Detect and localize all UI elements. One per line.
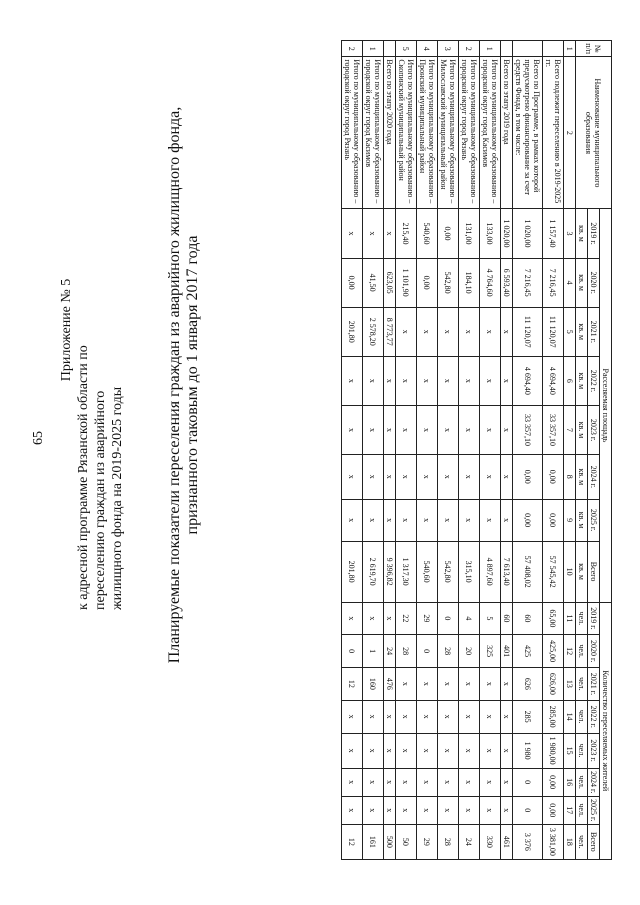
row-number — [384, 41, 396, 57]
column-number: 14 — [564, 700, 576, 733]
table-cell: 7 613,40 — [501, 541, 513, 602]
table-cell: 8 773,77 — [384, 307, 396, 356]
table-cell: х — [417, 307, 438, 356]
row-name: Итого по муниципальному образованию – городской округ город Рязань — [459, 57, 480, 209]
table-cell: х — [417, 668, 438, 701]
table-cell: х — [363, 499, 384, 541]
table-cell: х — [342, 768, 363, 796]
table-cell: х — [438, 405, 459, 454]
table-cell: х — [459, 405, 480, 454]
table-cell: х — [459, 668, 480, 701]
year-header-people: 2021 г. — [588, 668, 600, 701]
appendix-header — [58, 50, 126, 610]
row-name: Итого по муниципальному образованию – городской округ город Касимов — [363, 57, 384, 209]
table-cell: 3 381,00 — [543, 824, 564, 859]
table-cell: х — [384, 499, 396, 541]
table-cell: 500 — [384, 824, 396, 859]
table-cell: х — [501, 356, 513, 405]
table-cell: х — [396, 768, 417, 796]
table-cell: х — [342, 796, 363, 824]
table-cell: х — [417, 796, 438, 824]
table-cell: 285,00 — [543, 700, 564, 733]
table-cell: 0,00 — [543, 499, 564, 541]
unit-header-area: кв. м — [576, 499, 588, 541]
column-number: 13 — [564, 668, 576, 701]
unit-header-area: кв. м — [576, 541, 588, 602]
table-cell: 626,00 — [543, 668, 564, 701]
table-cell: 11 120,07 — [513, 307, 543, 356]
year-header-people: 2019 г. — [588, 602, 600, 635]
year-header-area: 2023 г. — [588, 405, 600, 454]
table-cell: 9 396,82 — [384, 541, 396, 602]
row-number: 4 — [417, 41, 438, 57]
row-name: Всего по Программе, в рамках которой предусмотрено финансирование за счет средств Фонда, в том числе: — [513, 57, 543, 209]
table-cell: х — [396, 356, 417, 405]
table-cell: х — [384, 768, 396, 796]
table-cell: 1 020,00 — [501, 209, 513, 258]
table-cell: 1 — [363, 635, 384, 668]
table-cell: х — [501, 796, 513, 824]
table-cell: х — [438, 499, 459, 541]
table-cell: х — [396, 307, 417, 356]
year-header-area: 2022 г. — [588, 356, 600, 405]
table-cell: х — [384, 602, 396, 635]
table-cell: х — [480, 405, 501, 454]
unit-header-people: чел. — [576, 602, 588, 635]
column-number: 12 — [564, 635, 576, 668]
table-cell: 0,00 — [342, 258, 363, 307]
table-cell: 4 694,40 — [513, 356, 543, 405]
table-cell: х — [459, 700, 480, 733]
unit-header-area: кв. м — [576, 455, 588, 499]
column-number: 17 — [564, 796, 576, 824]
table-cell: х — [438, 700, 459, 733]
unit-header-area: кв. м — [576, 209, 588, 258]
row-number: 3 — [438, 41, 459, 57]
table-cell: х — [384, 405, 396, 454]
table-cell: х — [480, 356, 501, 405]
table-cell: 201,80 — [342, 541, 363, 602]
table-cell: х — [459, 733, 480, 768]
table-cell: х — [501, 700, 513, 733]
year-header-area: 2021 г. — [588, 307, 600, 356]
table-cell: х — [396, 405, 417, 454]
table-cell: 315,10 — [459, 541, 480, 602]
table-cell: х — [363, 602, 384, 635]
total-header-area: Всего — [588, 541, 600, 602]
table-cell: х — [363, 209, 384, 258]
table-cell: х — [480, 700, 501, 733]
table-cell: х — [342, 209, 363, 258]
column-number: 3 — [564, 209, 576, 258]
year-header-people: 2023 г. — [588, 733, 600, 768]
table-row — [480, 41, 501, 860]
table-cell: 0,00 — [543, 455, 564, 499]
table-row — [459, 41, 480, 860]
table-cell: х — [480, 307, 501, 356]
table-cell: 11 120,07 — [543, 307, 564, 356]
table-cell: 7 216,45 — [543, 258, 564, 307]
table-cell: 65,00 — [543, 602, 564, 635]
column-number: 16 — [564, 768, 576, 796]
row-name: Всего по этапу 2019 года — [501, 57, 513, 209]
column-number: 4 — [564, 258, 576, 307]
table-cell: 4 694,40 — [543, 356, 564, 405]
table-cell: 160 — [363, 668, 384, 701]
table-cell: х — [417, 499, 438, 541]
table-cell: х — [342, 455, 363, 499]
table-cell: х — [417, 356, 438, 405]
unit-header-people: чел. — [576, 635, 588, 668]
table-cell: 60 — [513, 602, 543, 635]
table-row — [396, 41, 417, 860]
table-cell: 12 — [342, 824, 363, 859]
table-cell: 133,00 — [480, 209, 501, 258]
table-cell: 184,10 — [459, 258, 480, 307]
year-header-area: 2025 г. — [588, 499, 600, 541]
table-cell: 161 — [363, 824, 384, 859]
resettlement-table — [341, 40, 612, 860]
table-cell: 0 — [342, 635, 363, 668]
table-cell: 4 764,60 — [480, 258, 501, 307]
table-cell: х — [342, 733, 363, 768]
rotated-table-wrapper — [212, 40, 612, 870]
table-cell: х — [363, 700, 384, 733]
table-cell: х — [480, 768, 501, 796]
table-cell: х — [438, 668, 459, 701]
appendix-line-4: жилищного фонда на 2019-2025 годы — [110, 386, 125, 610]
appendix-line-1: Приложение № 5 — [59, 278, 74, 382]
title-line-2: признанного таковым до 1 января 2017 года — [184, 235, 201, 535]
unit-header-area: кв. м — [576, 258, 588, 307]
table-row — [513, 41, 543, 860]
column-number: 1 — [564, 41, 576, 57]
table-cell: 50 — [396, 824, 417, 859]
unit-header-people: чел. — [576, 824, 588, 859]
unit-header-people: чел. — [576, 768, 588, 796]
row-number — [543, 41, 564, 57]
year-header-people: 2024 г. — [588, 768, 600, 796]
table-cell: 6 593,40 — [501, 258, 513, 307]
table-cell: 29 — [417, 824, 438, 859]
unit-header-area: кв. м — [576, 307, 588, 356]
column-number: 2 — [564, 57, 576, 209]
table-cell: 540,60 — [417, 209, 438, 258]
table-cell: 1 317,30 — [396, 541, 417, 602]
row-number: 1 — [480, 41, 501, 57]
table-cell: х — [396, 455, 417, 499]
table-cell: 542,80 — [438, 541, 459, 602]
column-number: 8 — [564, 455, 576, 499]
table-cell: 0 — [513, 796, 543, 824]
table-cell: 461 — [501, 824, 513, 859]
table-cell: 1 101,90 — [396, 258, 417, 307]
total-header-people: Всего — [588, 824, 600, 859]
table-cell: х — [396, 499, 417, 541]
table-cell: 0,00 — [543, 768, 564, 796]
table-cell: х — [417, 733, 438, 768]
table-cell: 2 619,70 — [363, 541, 384, 602]
table-cell: 425,00 — [543, 635, 564, 668]
table-cell: х — [438, 307, 459, 356]
table-cell: 28 — [396, 635, 417, 668]
unit-header-area: кв. м — [576, 405, 588, 454]
row-name: Итого по муниципальному образованию – городской округ город Касимов — [480, 57, 501, 209]
table-cell: 201,80 — [342, 307, 363, 356]
table-cell: х — [384, 356, 396, 405]
table-cell: 1 020,00 — [513, 209, 543, 258]
table-cell: 1 980,00 — [543, 733, 564, 768]
row-number — [513, 41, 543, 57]
table-row — [342, 41, 363, 860]
table-cell: х — [363, 455, 384, 499]
row-name: Итого по муниципальному образованию – городской округ город Рязань — [342, 57, 363, 209]
table-cell: х — [363, 796, 384, 824]
appendix-line-3: переселению граждан из аварийного — [93, 390, 108, 610]
column-number: 18 — [564, 824, 576, 859]
table-cell: х — [342, 700, 363, 733]
row-name: Итого по муниципальному образованию – Скопинский муниципальный район — [396, 57, 417, 209]
group-header-people: Количество переселяемых жителей — [600, 602, 612, 859]
table-cell: х — [417, 405, 438, 454]
table-cell: 626 — [513, 668, 543, 701]
table-row — [438, 41, 459, 860]
table-cell: х — [384, 700, 396, 733]
unit-header-area: кв. м — [576, 356, 588, 405]
table-cell: х — [459, 307, 480, 356]
table-cell: 24 — [384, 635, 396, 668]
table-cell: х — [342, 602, 363, 635]
table-cell: 325 — [480, 635, 501, 668]
table-cell: 24 — [459, 824, 480, 859]
table-cell: х — [501, 405, 513, 454]
column-number: 7 — [564, 405, 576, 454]
table-cell: х — [417, 768, 438, 796]
table-row — [363, 41, 384, 860]
table-cell: 4 — [459, 602, 480, 635]
table-cell: х — [342, 499, 363, 541]
table-cell: х — [384, 209, 396, 258]
table-cell: х — [459, 796, 480, 824]
row-name: Итого по муниципальному образованию – Пронский муниципальный район — [417, 57, 438, 209]
table-cell: х — [396, 668, 417, 701]
unit-header-people: чел. — [576, 668, 588, 701]
table-cell: х — [438, 733, 459, 768]
table-row — [543, 41, 564, 860]
unit-header-people: чел. — [576, 700, 588, 733]
table-cell: х — [459, 768, 480, 796]
table-cell: х — [501, 499, 513, 541]
table-cell: х — [438, 768, 459, 796]
table-cell: 20 — [459, 635, 480, 668]
table-cell: 0 — [438, 602, 459, 635]
table-cell: 7 216,45 — [513, 258, 543, 307]
table-cell: х — [363, 356, 384, 405]
table-row — [417, 41, 438, 860]
table-cell: х — [459, 356, 480, 405]
table-cell: 0,00 — [417, 258, 438, 307]
table-cell: х — [459, 455, 480, 499]
column-number: 9 — [564, 499, 576, 541]
year-header-people: 2022 г. — [588, 700, 600, 733]
row-number: 5 — [396, 41, 417, 57]
appendix-line-2: к адресной программе Рязанской области по — [76, 345, 91, 610]
table-cell: х — [480, 733, 501, 768]
table-cell: х — [480, 499, 501, 541]
table-cell: х — [396, 700, 417, 733]
table-cell: х — [342, 356, 363, 405]
table-cell: х — [342, 405, 363, 454]
table-cell: 4 897,60 — [480, 541, 501, 602]
document-title — [166, 35, 202, 735]
table-cell: 1 157,40 — [543, 209, 564, 258]
column-number: 6 — [564, 356, 576, 405]
table-cell: х — [363, 733, 384, 768]
col-header-no: № п/п — [576, 41, 612, 57]
table-cell: 542,80 — [438, 258, 459, 307]
row-number: 2 — [342, 41, 363, 57]
page-number: 65 — [31, 431, 46, 445]
table-cell: 12 — [342, 668, 363, 701]
column-number: 5 — [564, 307, 576, 356]
year-header-area: 2024 г. — [588, 455, 600, 499]
table-cell: х — [417, 700, 438, 733]
table-cell: 57 408,02 — [513, 541, 543, 602]
table-cell: 60 — [501, 602, 513, 635]
row-number: 2 — [459, 41, 480, 57]
col-header-name: Наименование муниципального образования — [576, 57, 612, 209]
table-cell: 0,00 — [513, 499, 543, 541]
table-cell: х — [501, 307, 513, 356]
table-cell: х — [384, 455, 396, 499]
table-cell: х — [363, 405, 384, 454]
table-cell: 401 — [501, 635, 513, 668]
year-header-area: 2019 г. — [588, 209, 600, 258]
table-cell: 285 — [513, 700, 543, 733]
table-cell: х — [501, 455, 513, 499]
table-row — [384, 41, 396, 860]
unit-header-people: чел. — [576, 796, 588, 824]
table-cell: х — [438, 356, 459, 405]
column-number: 15 — [564, 733, 576, 768]
table-row — [501, 41, 513, 860]
year-header-people: 2025 г. — [588, 796, 600, 824]
table-cell: 29 — [417, 602, 438, 635]
column-number-row — [564, 41, 576, 860]
table-cell: 22 — [396, 602, 417, 635]
table-cell: х — [480, 796, 501, 824]
table-cell: 57 545,42 — [543, 541, 564, 602]
row-name: Всего по этапу 2020 года — [384, 57, 396, 209]
table-cell: 28 — [438, 635, 459, 668]
row-number — [501, 41, 513, 57]
table-cell: 3 376 — [513, 824, 543, 859]
column-number: 11 — [564, 602, 576, 635]
row-name: Всего подлежит переселению в 2019-2025 гг. — [543, 57, 564, 209]
table-cell: 2 578,20 — [363, 307, 384, 356]
table-cell: 0 — [417, 635, 438, 668]
row-name: Итого по муниципальному образованию – Милославский муниципальный район — [438, 57, 459, 209]
table-cell: 131,00 — [459, 209, 480, 258]
table-cell: 33 357,10 — [543, 405, 564, 454]
unit-header-people: чел. — [576, 733, 588, 768]
table-cell: х — [384, 733, 396, 768]
table-cell: 215,40 — [396, 209, 417, 258]
table-cell: х — [480, 668, 501, 701]
table-cell: 41,50 — [363, 258, 384, 307]
table-cell: 0,00 — [438, 209, 459, 258]
table-cell: х — [363, 768, 384, 796]
table-cell: х — [396, 796, 417, 824]
table-cell: х — [459, 499, 480, 541]
table-cell: 0,00 — [513, 455, 543, 499]
title-line-1: Планируемые показатели переселения граждан из аварийного жилищного фонда, — [166, 106, 183, 664]
table-cell: х — [438, 796, 459, 824]
table-cell: 5 — [480, 602, 501, 635]
table-cell: 540,60 — [417, 541, 438, 602]
column-number: 10 — [564, 541, 576, 602]
table-cell: 1 980 — [513, 733, 543, 768]
table-cell: 425 — [513, 635, 543, 668]
year-header-area: 2020 г. — [588, 258, 600, 307]
table-cell: 330 — [480, 824, 501, 859]
group-header-area: Расселяемая площадь — [600, 209, 612, 602]
table-cell: х — [501, 668, 513, 701]
table-cell: 0,00 — [543, 796, 564, 824]
table-cell: х — [501, 768, 513, 796]
row-number: 1 — [363, 41, 384, 57]
year-header-people: 2020 г. — [588, 635, 600, 668]
table-cell: 28 — [438, 824, 459, 859]
table-cell: 623,05 — [384, 258, 396, 307]
table-cell: х — [384, 796, 396, 824]
table-cell: 476 — [384, 668, 396, 701]
table-cell: х — [417, 455, 438, 499]
table-cell: 33 357,10 — [513, 405, 543, 454]
table-cell: х — [438, 455, 459, 499]
table-cell: х — [480, 455, 501, 499]
table-cell: 0 — [513, 768, 543, 796]
table-cell: х — [396, 733, 417, 768]
table-cell: х — [501, 733, 513, 768]
